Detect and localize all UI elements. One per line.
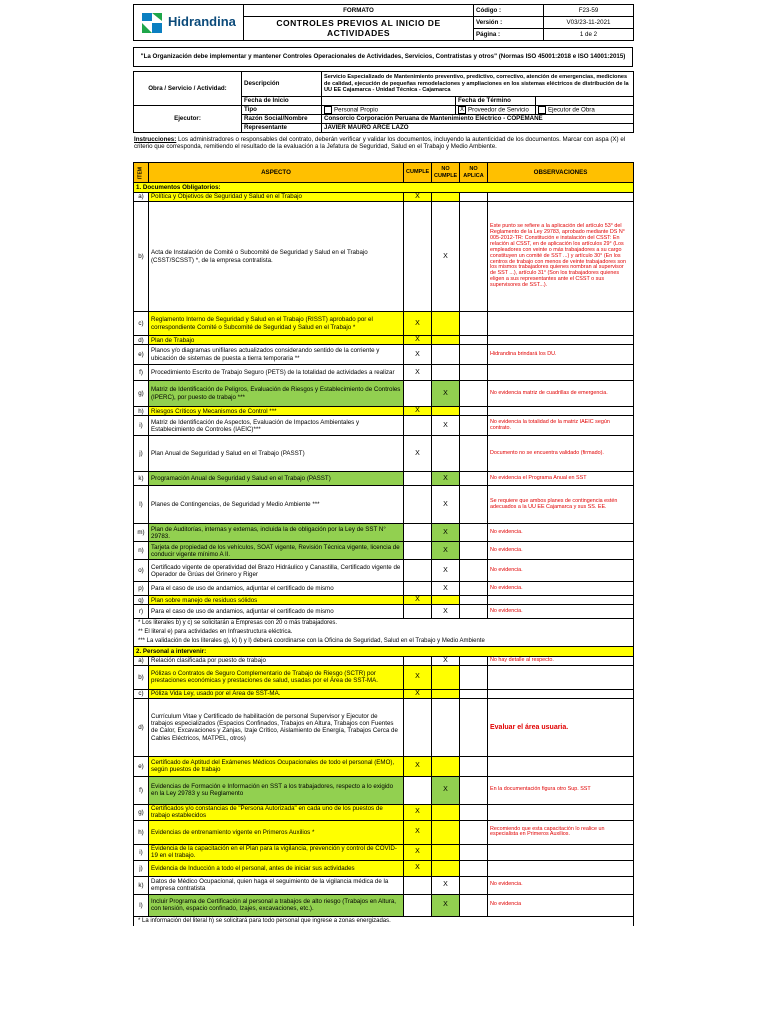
no-aplica-cell[interactable] <box>460 407 488 416</box>
col-observaciones: OBSERVACIONES <box>488 163 634 183</box>
item-label: n) <box>134 542 149 560</box>
no-aplica-cell[interactable] <box>460 860 488 876</box>
no-cumple-cell[interactable] <box>432 698 460 756</box>
no-aplica-cell[interactable] <box>460 524 488 542</box>
table-row <box>134 365 634 381</box>
no-aplica-cell[interactable] <box>460 486 488 524</box>
version-value: V03/23-11-2021 <box>544 17 634 29</box>
no-aplica-cell[interactable] <box>460 876 488 894</box>
item-label: h) <box>134 820 149 844</box>
table-row <box>134 756 634 776</box>
table-row <box>134 416 634 436</box>
item-label: i) <box>134 844 149 860</box>
descripcion-label: Descripción <box>242 72 322 97</box>
item-label: p) <box>134 582 149 596</box>
table-row <box>134 312 634 336</box>
option-label: Ejecutor de Obra <box>548 106 595 114</box>
cumple-cell[interactable] <box>404 486 432 524</box>
table-row <box>134 804 634 820</box>
table-row <box>134 436 634 472</box>
table-row <box>134 860 634 876</box>
table-row <box>134 582 634 596</box>
observacion-text: No evidencia. <box>488 542 634 560</box>
no-cumple-cell[interactable]: X <box>432 656 460 665</box>
aspecto-text: Planes de Contingencias, de Seguridad y Medio Ambiente *** <box>149 486 404 524</box>
observacion-text <box>488 860 634 876</box>
item-label: l) <box>134 486 149 524</box>
item-label: a) <box>134 656 149 665</box>
no-cumple-cell[interactable] <box>432 312 460 336</box>
item-label: l) <box>134 894 149 916</box>
note-text: * La información del literal h) se solicitará para todo personal que ingrese a zonas energizadas. <box>134 916 634 925</box>
table-row <box>134 698 634 756</box>
cumple-cell[interactable] <box>404 582 432 596</box>
aspecto-text: Certificado vigente de operatividad del Brazo Hidráulico y Canastilla, Certificado vigente de Operador de Grúas del Grinero y Riger <box>149 560 404 582</box>
descripcion-value: Servicio Especializado de Mantenimiento preventivo, predictivo, correctivo, atención de emergencias, mediciones de calidad, ejecución de pequeñas remodelaciones y ampliaciones en los sistemas eléctricos de distribución de la UU EE Cajamarca - Unidad Técnica - Cajamarca <box>322 72 634 97</box>
hidrandina-logo-icon <box>140 11 164 35</box>
cumple-cell[interactable]: X <box>404 665 432 689</box>
no-aplica-cell[interactable] <box>460 820 488 844</box>
aspecto-text: Plan sobre manejo de residuos sólidos <box>149 596 404 605</box>
cumple-cell[interactable]: X <box>404 860 432 876</box>
aspecto-text: Matriz de Identificación de Peligros, Evaluación de Riesgos y Establecimiento de Controles (IPERC), por puesto de trabajo *** <box>149 381 404 407</box>
no-aplica-cell[interactable] <box>460 665 488 689</box>
cumple-cell[interactable] <box>404 472 432 486</box>
razon-label: Razón Social/Nombre <box>242 115 322 124</box>
aspecto-text: Certificados y/o constancias de "Persona Autorizada" en cada uno de los puestos de trabajo establecidos <box>149 804 404 820</box>
aspecto-text: Matriz de Identificación de Aspectos, Evaluación de Impactos Ambientales y Establecimiento de Controles (IAEIC)*** <box>149 416 404 436</box>
ejecutor-label: Ejecutor: <box>134 106 242 133</box>
observacion-text: No evidencia. <box>488 560 634 582</box>
observacion-text: Hidrandina brindará los DU. <box>488 345 634 365</box>
observacion-text: No evidencia el Programa Anual en SST <box>488 472 634 486</box>
cumple-cell[interactable] <box>404 698 432 756</box>
no-cumple-cell[interactable] <box>432 844 460 860</box>
item-label: j) <box>134 860 149 876</box>
observacion-text: No evidencia la totalidad de la matriz IAEIC según contrato. <box>488 416 634 436</box>
cumple-cell[interactable]: X <box>404 365 432 381</box>
note-row <box>134 619 634 628</box>
table-row <box>134 820 634 844</box>
no-cumple-cell[interactable]: X <box>432 894 460 916</box>
razon-value: Consorcio Corporación Peruana de Mantenimiento Eléctrico - COPEMANE <box>322 115 634 124</box>
observacion-text: En la documentación figura otro Sup. SST <box>488 776 634 804</box>
item-label: j) <box>134 436 149 472</box>
section-title: 2. Personal a intervenir: <box>134 646 634 656</box>
section-personal <box>134 646 634 656</box>
item-label: g) <box>134 804 149 820</box>
table-row <box>134 202 634 312</box>
table-row <box>134 844 634 860</box>
item-label: h) <box>134 407 149 416</box>
aspecto-text: Política y Objetivos de Seguridad y Salud en el Trabajo <box>149 193 404 202</box>
observacion-text <box>488 756 634 776</box>
aspecto-text: Póliza Vida Ley, usado por el Área de SST-MA. <box>149 689 404 698</box>
termino-value[interactable] <box>536 97 634 106</box>
no-aplica-cell[interactable] <box>460 804 488 820</box>
no-aplica-cell[interactable] <box>460 436 488 472</box>
no-cumple-cell[interactable]: X <box>432 776 460 804</box>
no-cumple-cell[interactable]: X <box>432 202 460 312</box>
observacion-text: No evidencia. <box>488 582 634 596</box>
representante-label: Representante <box>242 124 322 133</box>
item-label: a) <box>134 193 149 202</box>
no-aplica-cell[interactable] <box>460 756 488 776</box>
aspecto-text: Tarjeta de propiedad de los vehículos, SOAT vigente, Revisión Técnica vigente, licencia de conducir vigente mínimo A II. <box>149 542 404 560</box>
observacion-text <box>488 336 634 345</box>
no-cumple-cell[interactable] <box>432 365 460 381</box>
note-text: * Los literales b) y c) se solicitarán a Empresas con 20 o más trabajadores. <box>134 619 634 628</box>
table-row <box>134 381 634 407</box>
no-aplica-cell[interactable] <box>460 416 488 436</box>
observacion-text <box>488 407 634 416</box>
observacion-text: Evaluar el área usuaria. <box>488 698 634 756</box>
observacion-text: No evidencia matriz de cuadrillas de emergencia. <box>488 381 634 407</box>
no-aplica-cell[interactable] <box>460 542 488 560</box>
note-row <box>134 628 634 637</box>
cumple-cell[interactable] <box>404 560 432 582</box>
tipo-option-personal[interactable] <box>322 106 456 115</box>
table-row <box>134 193 634 202</box>
item-label: f) <box>134 365 149 381</box>
col-no-aplica: NO APLICA <box>460 163 488 183</box>
section-title: 1. Documentos Obligatorios: <box>134 183 634 193</box>
cumple-cell[interactable]: X <box>404 804 432 820</box>
aspecto-text: Para el caso de uso de andamios, adjuntar el certificado de mismo <box>149 605 404 619</box>
termino-label: Fecha de Término <box>456 97 536 106</box>
no-cumple-cell[interactable] <box>432 860 460 876</box>
no-aplica-cell[interactable] <box>460 656 488 665</box>
inicio-value[interactable] <box>322 97 456 106</box>
no-cumple-cell[interactable] <box>432 336 460 345</box>
pagina-label: Página : <box>474 29 544 41</box>
observacion-text <box>488 689 634 698</box>
table-row <box>134 596 634 605</box>
item-label: b) <box>134 202 149 312</box>
pagina-value: 1 de 2 <box>544 29 634 41</box>
no-cumple-cell[interactable]: X <box>432 876 460 894</box>
cumple-cell[interactable]: X <box>404 820 432 844</box>
observacion-text: Documento no se encuentra validado (firmado). <box>488 436 634 472</box>
no-aplica-cell[interactable] <box>460 844 488 860</box>
table-row <box>134 776 634 804</box>
cumple-cell[interactable]: X <box>404 436 432 472</box>
cumple-cell[interactable] <box>404 524 432 542</box>
item-label: d) <box>134 336 149 345</box>
observacion-text: No evidencia. <box>488 524 634 542</box>
no-aplica-cell[interactable] <box>460 202 488 312</box>
item-label: o) <box>134 560 149 582</box>
aspecto-text: Plan de Trabajo <box>149 336 404 345</box>
no-aplica-cell[interactable] <box>460 472 488 486</box>
aspecto-text: Procedimiento Escrito de Trabajo Seguro (PETS) de la totalidad de actividades a realizar <box>149 365 404 381</box>
table-row <box>134 542 634 560</box>
inspection-form <box>133 4 633 926</box>
no-cumple-cell[interactable]: X <box>432 560 460 582</box>
instructions-text: Los administradores o responsables del contrato, deberán verificar y validar los documentos, incluyendo la autenticidad de los documentos. Marcar con aspa (X) el criterio que corresponda, remitiendo el resultado de la evaluación a la Jefatura de Seguridad, Salud en el Trabajo y Medio Ambiente. <box>134 136 626 151</box>
cumple-cell[interactable]: X <box>404 756 432 776</box>
cumple-cell[interactable]: X <box>404 844 432 860</box>
cumple-cell[interactable] <box>404 416 432 436</box>
no-aplica-cell[interactable] <box>460 345 488 365</box>
no-cumple-cell[interactable]: X <box>432 416 460 436</box>
no-cumple-cell[interactable] <box>432 345 460 365</box>
item-label: k) <box>134 472 149 486</box>
observacion-text: Recomiendo que esta capacitación lo realice un especialista en Primeros Auxilios. <box>488 820 634 844</box>
aspecto-text: Evidencia de Inducción a todo el personal, antes de iniciar sus actividades <box>149 860 404 876</box>
note-text: *** La validación de los literales g), k) l) y l) deberá coordinarse con la Oficina de Seguridad, Salud en el Trabajo y Medio Ambiente <box>134 637 634 646</box>
option-label: Proveedor de Servicio <box>468 106 529 114</box>
aspecto-text: Certificado de Aptitud del Exámenes Médicos Ocupacionales de todo el personal (EMO), según puestos de trabajo <box>149 756 404 776</box>
col-cumple: CUMPLE <box>404 163 432 183</box>
no-cumple-cell[interactable]: X <box>432 605 460 619</box>
no-cumple-cell[interactable]: X <box>432 542 460 560</box>
observacion-text: No evidencia. <box>488 605 634 619</box>
table-row <box>134 486 634 524</box>
no-cumple-cell[interactable]: X <box>432 486 460 524</box>
observacion-text: No evidencia. <box>488 876 634 894</box>
table-row <box>134 665 634 689</box>
table-row <box>134 407 634 416</box>
item-label: c) <box>134 312 149 336</box>
aspecto-text: Evidencias de Formación e Información en SST a los trabajadores, respecto a lo exigido en la Ley 29783 y su Reglamento <box>149 776 404 804</box>
cumple-cell[interactable] <box>404 776 432 804</box>
aspecto-text: Plan Anual de Seguridad y Salud en el Trabajo (PASST) <box>149 436 404 472</box>
table-row <box>134 345 634 365</box>
representante-value: JAVIER MAURO ARCE LAZO <box>322 124 634 133</box>
no-aplica-cell[interactable] <box>460 193 488 202</box>
instructions <box>133 136 633 162</box>
logo <box>134 5 244 41</box>
cumple-cell[interactable] <box>404 656 432 665</box>
cumple-cell[interactable] <box>404 542 432 560</box>
table-row <box>134 689 634 698</box>
form-header <box>133 4 634 41</box>
item-label: e) <box>134 756 149 776</box>
aspecto-text: Plan de Auditorías, internas y externas, incluida la de obligación por la Ley de SST N° 29783. <box>149 524 404 542</box>
item-label: e) <box>134 345 149 365</box>
no-aplica-cell[interactable] <box>460 894 488 916</box>
instructions-lead: Instrucciones: <box>134 136 177 143</box>
item-label: b) <box>134 665 149 689</box>
no-aplica-cell[interactable] <box>460 596 488 605</box>
col-item: ITEM <box>134 163 149 183</box>
observacion-text <box>488 665 634 689</box>
no-aplica-cell[interactable] <box>460 365 488 381</box>
observacion-text <box>488 365 634 381</box>
aspecto-text: Programación Anual de Seguridad y Salud en el Trabajo (PASST) <box>149 472 404 486</box>
cumple-cell[interactable]: X <box>404 407 432 416</box>
observacion-text: Este punto se refiere a la aplicación del artículo 53° del Reglamento de la Ley 29783, aprobado mediante DS N° 005-2012-TR: Constitución e instalación del CSST: En relación al CSST, en de aplicación los artículos 29° (Los empleadores con veinte o más trabajadores a su cargo constituyen un comité de SST ...) y artículo 30° (En los centros de trabajo con menos de veinte trabajadores son los mismos trabajadores quienes nombran al supervisor de SST ...), artículo 31° (Son los trabajadores quienes eligen a sus representantes ante el CSST o sus supervisores de SST...). <box>488 202 634 312</box>
cumple-cell[interactable] <box>404 605 432 619</box>
no-aplica-cell[interactable] <box>460 560 488 582</box>
cumple-cell[interactable]: X <box>404 336 432 345</box>
tipo-label: Tipo <box>242 106 322 115</box>
table-row <box>134 560 634 582</box>
tipo-option-ejecutor[interactable] <box>536 106 634 115</box>
observacion-text <box>488 844 634 860</box>
aspecto-text: Pólizas o Contratos de Seguro Complementario de Trabajo de Riesgo (SCTR) por prestaciones económicas y prestaciones de salud, usadas por el Área de SST-MA. <box>149 665 404 689</box>
checkbox-ejecutor-obra[interactable] <box>538 106 546 114</box>
cumple-cell[interactable]: X <box>404 345 432 365</box>
item-label: g) <box>134 381 149 407</box>
no-cumple-cell[interactable]: X <box>432 472 460 486</box>
no-cumple-cell[interactable] <box>432 193 460 202</box>
table-row <box>134 656 634 665</box>
no-cumple-cell[interactable]: X <box>432 582 460 596</box>
table-row <box>134 472 634 486</box>
aspecto-text: Reglamento Interno de Seguridad y Salud en el Trabajo (RISST) aprobado por el correspondiente Comité o Subcomité de Seguridad y Salud en el Trabajo * <box>149 312 404 336</box>
table-row <box>134 876 634 894</box>
cumple-cell[interactable] <box>404 381 432 407</box>
no-aplica-cell[interactable] <box>460 582 488 596</box>
observacion-text: No hay detalle al respecto. <box>488 656 634 665</box>
aspecto-text: Evidencia de la capacitación en el Plan para la vigilancia, prevención y control de COVID-19 en el trabajo. <box>149 844 404 860</box>
item-label: d) <box>134 698 149 756</box>
no-cumple-cell[interactable] <box>432 596 460 605</box>
table-row <box>134 336 634 345</box>
tipo-option-proveedor[interactable] <box>456 106 536 115</box>
no-aplica-cell[interactable] <box>460 336 488 345</box>
no-aplica-cell[interactable] <box>460 605 488 619</box>
section-documentos <box>134 183 634 193</box>
no-cumple-cell[interactable] <box>432 820 460 844</box>
option-label: Personal Propio <box>334 106 379 114</box>
item-label: f) <box>134 776 149 804</box>
codigo-label: Código : <box>474 5 544 17</box>
no-cumple-cell[interactable] <box>432 756 460 776</box>
cumple-cell[interactable]: X <box>404 596 432 605</box>
aspecto-text: Relación clasificada por puesto de trabajo <box>149 656 404 665</box>
item-label: c) <box>134 689 149 698</box>
no-cumple-cell[interactable] <box>432 407 460 416</box>
no-cumple-cell[interactable]: X <box>432 524 460 542</box>
no-cumple-cell[interactable] <box>432 436 460 472</box>
observacion-text <box>488 193 634 202</box>
no-cumple-cell[interactable] <box>432 689 460 698</box>
observacion-text <box>488 312 634 336</box>
cumple-cell[interactable] <box>404 202 432 312</box>
obra-label: Obra / Servicio / Actividad: <box>134 72 242 106</box>
observacion-text: Se requiere que ambos planes de contingencia estén adecuados a la UU EE Cajamarca y sus SS. EE. <box>488 486 634 524</box>
no-aplica-cell[interactable] <box>460 776 488 804</box>
item-label: r) <box>134 605 149 619</box>
no-cumple-cell[interactable] <box>432 804 460 820</box>
no-aplica-cell[interactable] <box>460 698 488 756</box>
aspecto-text: Acta de Instalación de Comité o Subcomité de Seguridad y Salud en el Trabajo (CSST/SCSST) *, de la empresa contratista. <box>149 202 404 312</box>
cumple-cell[interactable]: X <box>404 689 432 698</box>
aspecto-text: Currículum Vitae y Certificado de habilitación de personal Supervisor y Ejecutor de trabajos especializados (Espacios Confinados, Trabajos en Altura, Trabajos con Fuentes de Calor, Excavaciones y Zanjas, Izaje Crítico, Aislamiento de Energía, Trabajos Cerca de Cables Eléctricos, MATPEL, otros) <box>149 698 404 756</box>
table-row <box>134 605 634 619</box>
item-label: q) <box>134 596 149 605</box>
checkbox-personal-propio[interactable] <box>324 106 332 114</box>
no-aplica-cell[interactable] <box>460 381 488 407</box>
inicio-label: Fecha de Inicio <box>242 97 322 106</box>
aspecto-text: Datos de Médico Ocupacional, quien haga el seguimiento de la vigilancia médica de la empresa contratista <box>149 876 404 894</box>
aspecto-text: Incluir Programa de Certificación al personal a trabajos de alto riesgo (Trabajos en Altura, con tensión, espacio confinado, Izajes, excavaciones, etc.). <box>149 894 404 916</box>
no-aplica-cell[interactable] <box>460 689 488 698</box>
form-title: CONTROLES PREVIOS AL INICIO DE ACTIVIDADES <box>244 17 474 41</box>
note-text: ** El literal e) para actividades en Infraestructura eléctrica. <box>134 628 634 637</box>
codigo-value: F23-59 <box>544 5 634 17</box>
checklist-table <box>133 162 634 926</box>
brand-name: Hidrandina <box>168 14 236 30</box>
checkbox-proveedor[interactable]: X <box>459 107 464 113</box>
col-no-cumple: NO CUMPLE <box>432 163 460 183</box>
item-label: k) <box>134 876 149 894</box>
observacion-text: No evidencia <box>488 894 634 916</box>
cumple-cell[interactable]: X <box>404 312 432 336</box>
aspecto-text: Para el caso de uso de andamios, adjuntar el certificado de mismo <box>149 582 404 596</box>
cumple-cell[interactable]: X <box>404 193 432 202</box>
work-info <box>133 71 634 133</box>
policy-box <box>133 47 633 67</box>
aspecto-text: Evidencias de entrenamiento vigente en Primeros Auxilios * <box>149 820 404 844</box>
table-row <box>134 894 634 916</box>
note-row <box>134 916 634 925</box>
formato-label: FORMATO <box>244 5 474 17</box>
version-label: Versión : <box>474 17 544 29</box>
observacion-text <box>488 804 634 820</box>
aspecto-text: Riesgos Críticos y Mecanismos de Control *** <box>149 407 404 416</box>
item-label: m) <box>134 524 149 542</box>
note-row <box>134 637 634 646</box>
aspecto-text: Planos y/o diagramas unifilares actualizados considerando sentido de la corriente y ubicación de sistemas de puesta a tierra temporaria ** <box>149 345 404 365</box>
no-aplica-cell[interactable] <box>460 312 488 336</box>
cumple-cell[interactable] <box>404 876 432 894</box>
no-cumple-cell[interactable] <box>432 665 460 689</box>
policy-text: "La Organización debe implementar y mantener Controles Operacionales de Actividades, Servicios, Contratistas y otros" (Normas ISO 45001:2018 e ISO 14001:2015) <box>134 48 633 67</box>
observacion-text <box>488 596 634 605</box>
col-aspecto: ASPECTO <box>149 163 404 183</box>
no-cumple-cell[interactable]: X <box>432 381 460 407</box>
table-row <box>134 524 634 542</box>
cumple-cell[interactable] <box>404 894 432 916</box>
item-label: i) <box>134 416 149 436</box>
